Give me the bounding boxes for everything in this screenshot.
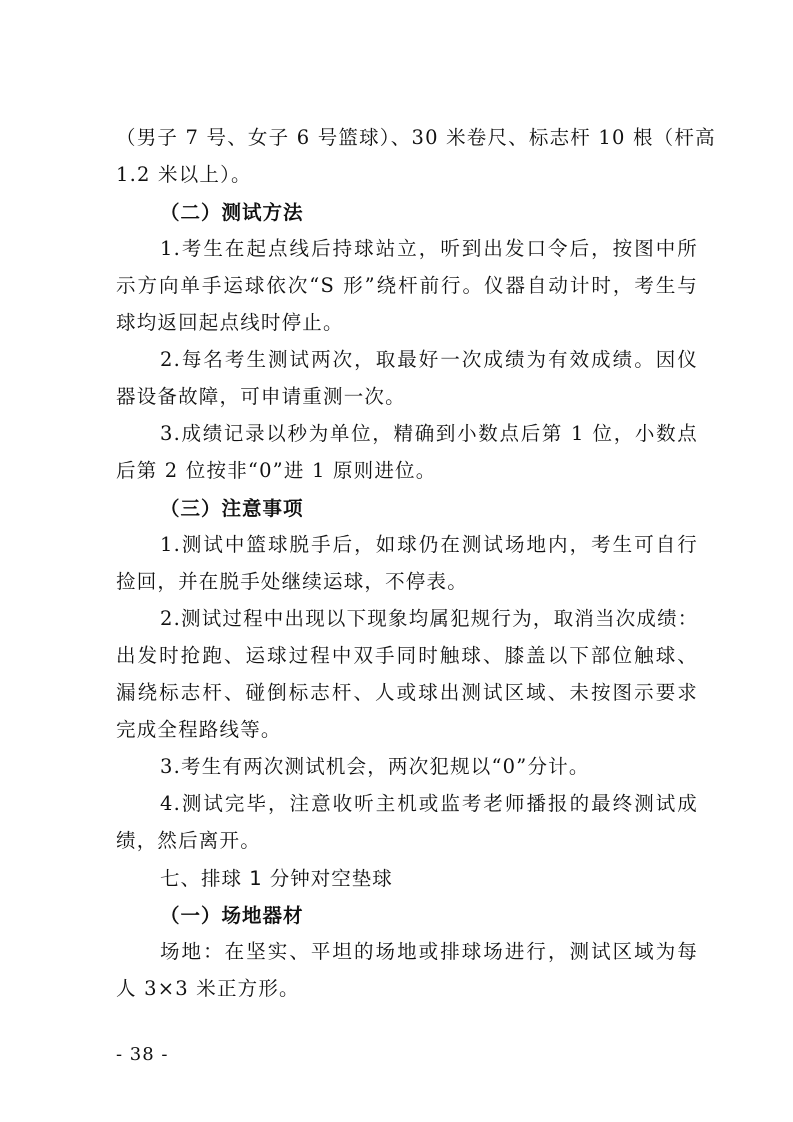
- text-line: 完成全程路线等。: [116, 718, 282, 741]
- text-line: 4.测试完毕，注意收听主机或监考老师播报的最终测试成: [160, 792, 698, 815]
- text-line: 人 3×3 米正方形。: [116, 977, 300, 1000]
- text-line: 2.测试过程中出现以下现象均属犯规行为，取消当次成绩：: [160, 607, 699, 630]
- text-line: 球均返回起点线时停止。: [116, 311, 344, 334]
- text-line: 器设备故障，可申请重测一次。: [116, 385, 406, 408]
- text-line: 漏绕标志杆、碰倒标志杆、人或球出测试区域、未按图示要求: [116, 681, 698, 704]
- text-line: 1.2 米以上）。: [116, 163, 252, 186]
- text-line: 示方向单手运球依次“S 形”绕杆前行。仪器自动计时，考生与: [116, 274, 698, 297]
- text-line: 3.成绩记录以秒为单位，精确到小数点后第 1 位，小数点: [160, 422, 698, 445]
- text-line: 1.考生在起点线后持球站立，听到出发口令后，按图中所: [160, 237, 698, 260]
- text-line: 3.考生有两次测试机会，两次犯规以“0”分计。: [160, 755, 590, 778]
- text-line: 出发时抢跑、运球过程中双手同时触球、膝盖以下部位触球、: [116, 644, 698, 667]
- text-line: 2.每名考生测试两次，取最好一次成绩为有效成绩。因仪: [160, 348, 698, 371]
- text-line: 捡回，并在脱手处继续运球，不停表。: [116, 570, 468, 593]
- chapter-heading: 七、排球 1 分钟对空垫球: [160, 867, 393, 890]
- text-line: 场地：在坚实、平坦的场地或排球场进行，测试区域为每: [160, 940, 698, 963]
- page-number: - 38 -: [116, 1044, 169, 1065]
- text-line: 绩，然后离开。: [116, 829, 261, 852]
- section-heading: （三）注意事项: [160, 497, 304, 520]
- section-heading: （一）场地器材: [160, 904, 304, 927]
- text-line: 1.测试中篮球脱手后，如球仍在测试场地内，考生可自行: [160, 533, 698, 556]
- section-heading: （二）测试方法: [160, 201, 304, 224]
- text-line: 后第 2 位按非“0”进 1 原则进位。: [116, 459, 437, 482]
- text-line: （男子 7 号、女子 6 号篮球）、30 米卷尺、标志杆 10 根（杆高: [116, 126, 716, 149]
